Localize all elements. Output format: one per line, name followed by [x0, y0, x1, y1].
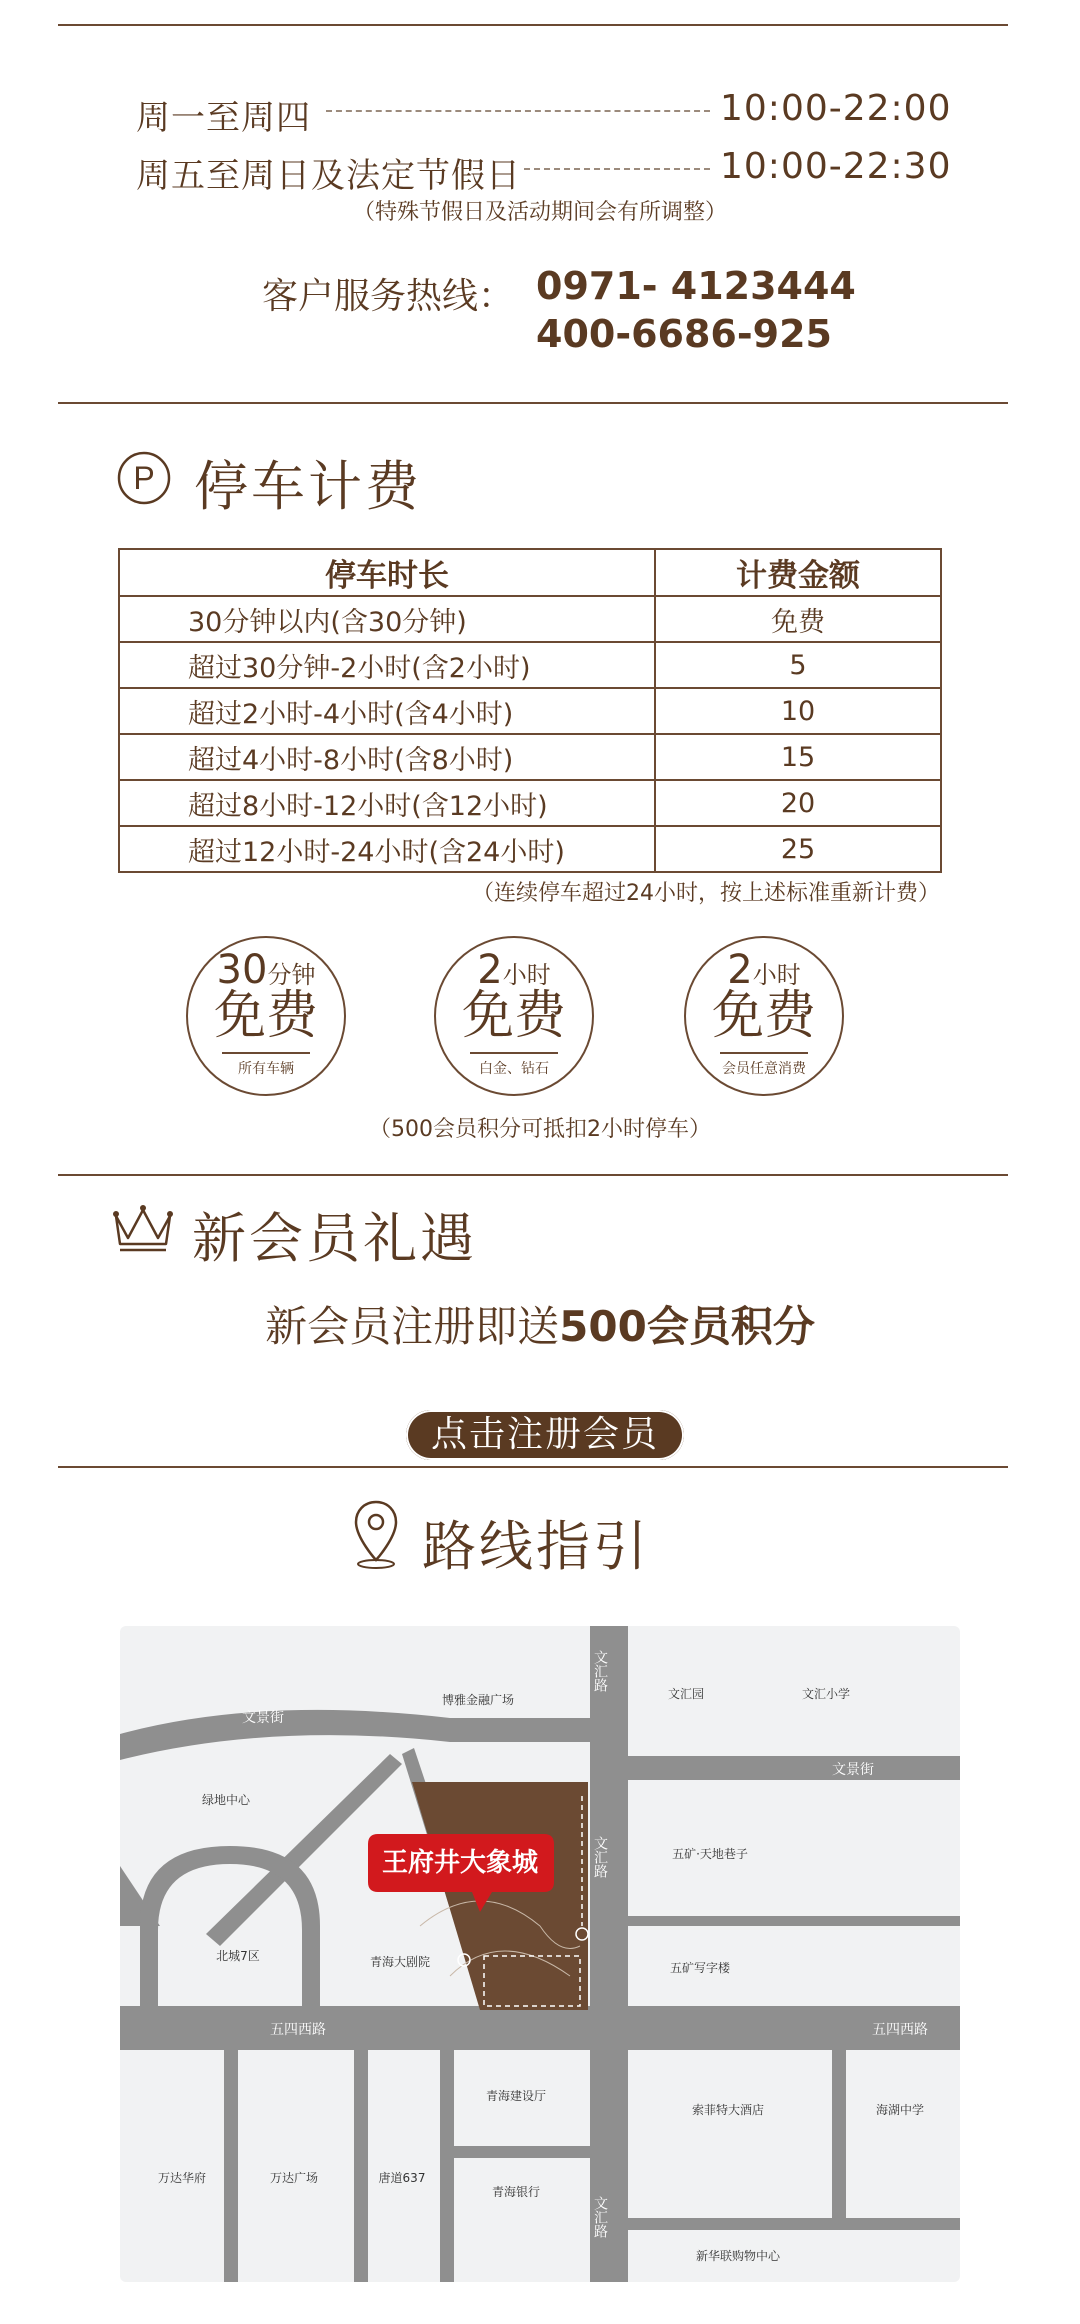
free-badge-all-vehicles — [186, 936, 346, 1096]
place-label: 文汇园 — [667, 1687, 705, 1701]
amount-cell: 免费 — [655, 596, 941, 642]
badge-sub: 会员任意消费 — [722, 1061, 806, 1077]
hours-note: （特殊节假日及活动期间会有所调整） — [352, 200, 727, 225]
badge-sub: 白金、钻石 — [479, 1061, 549, 1077]
duration-cell: 超过2小时-4小时(含4小时) — [119, 688, 655, 734]
badge-sub: 所有车辆 — [238, 1061, 294, 1077]
divider — [58, 1466, 1008, 1468]
place-label: 青海银行 — [491, 2185, 541, 2199]
badge-number: 2 — [477, 947, 503, 993]
badge-divider — [222, 1052, 310, 1054]
road-label: 文汇路 — [592, 2196, 608, 2238]
road-label: 五四西路 — [872, 2022, 928, 2038]
road-label: 文汇路 — [592, 1650, 608, 1692]
badge-main: 免费 — [711, 986, 816, 1046]
badge-number: 30 — [216, 947, 268, 993]
hours-time: 10:00-22:00 — [720, 88, 952, 129]
road-label: 文景街 — [242, 1710, 284, 1726]
place-label: 新华联购物中心 — [695, 2249, 781, 2263]
crown-icon — [112, 1204, 174, 1254]
place-label: 绿地中心 — [201, 1793, 251, 1807]
badge-main: 免费 — [461, 986, 566, 1046]
table-header — [119, 549, 941, 596]
place-label: 海湖中学 — [875, 2103, 925, 2117]
parking-title: 停车计费 — [194, 455, 422, 518]
badge-unit: 分钟 — [267, 961, 316, 989]
place-label: 青海大剧院 — [369, 1955, 431, 1969]
offer-prefix: 新会员注册即送 — [265, 1302, 560, 1351]
svg-text:P: P — [133, 460, 155, 496]
place-label: 文汇小学 — [801, 1687, 851, 1701]
place-label: 博雅金融广场 — [441, 1693, 515, 1707]
header-duration: 停车时长 — [119, 549, 655, 596]
table-row — [119, 826, 941, 872]
parking-note: （连续停车超过24小时，按上述标准重新计费） — [472, 881, 940, 906]
place-label: 五矿写字楼 — [669, 1961, 731, 1975]
route-map[interactable] — [120, 1626, 960, 2282]
duration-cell: 超过4小时-8小时(含8小时) — [119, 734, 655, 780]
header-amount: 计费金额 — [655, 549, 941, 596]
route-title: 路线指引 — [422, 1515, 650, 1578]
dotted-leader — [326, 110, 710, 112]
member-title: 新会员礼遇 — [192, 1207, 477, 1270]
parking-icon — [116, 450, 172, 506]
hours-time: 10:00-22:30 — [720, 146, 952, 187]
brand-name: 王府井大象城 — [381, 1848, 539, 1878]
duration-cell: 30分钟以内(含30分钟) — [119, 596, 655, 642]
mall-block — [412, 1782, 588, 2010]
table-row — [119, 734, 941, 780]
hours-label: 周一至周四 — [136, 98, 311, 138]
road-label: 五四西路 — [270, 2022, 326, 2038]
table-row — [119, 688, 941, 734]
place-label: 万达华府 — [157, 2171, 207, 2185]
place-label: 五矿·天地巷子 — [672, 1847, 748, 1861]
hours-row-weekend — [0, 144, 1080, 194]
place-label: 北城7区 — [216, 1949, 260, 1963]
duration-cell: 超过12小时-24小时(含24小时) — [119, 826, 655, 872]
hotline-number-2[interactable]: 400-6686-925 — [536, 312, 832, 356]
road-label: 文景街 — [832, 1762, 874, 1778]
place-label: 索菲特大酒店 — [691, 2103, 765, 2117]
divider-top — [58, 24, 1008, 26]
amount-cell: 5 — [655, 642, 941, 688]
free-badge-platinum — [434, 936, 594, 1096]
duration-cell: 超过8小时-12小时(含12小时) — [119, 780, 655, 826]
badge-divider — [470, 1052, 558, 1054]
points-note: （500会员积分可抵扣2小时停车） — [369, 1117, 711, 1142]
amount-cell: 15 — [655, 734, 941, 780]
dotted-leader — [524, 168, 710, 170]
place-label: 万达广场 — [269, 2171, 319, 2185]
badge-divider — [720, 1052, 808, 1054]
table-row — [119, 596, 941, 642]
free-badge-member — [684, 936, 844, 1096]
badge-unit: 小时 — [752, 961, 801, 989]
badge-main: 免费 — [213, 986, 318, 1046]
road-label: 文汇路 — [592, 1836, 608, 1878]
divider — [58, 1174, 1008, 1176]
offer-highlight: 500会员积分 — [559, 1302, 815, 1351]
table-row — [119, 780, 941, 826]
table-row — [119, 642, 941, 688]
duration-cell: 超过30分钟-2小时(含2小时) — [119, 642, 655, 688]
hotline-label: 客户服务热线： — [262, 276, 515, 317]
hotline-number-1[interactable]: 0971- 4123444 — [536, 264, 856, 308]
parking-fee-table — [118, 548, 942, 873]
place-label: 唐道637 — [378, 2171, 426, 2185]
badge-number: 2 — [727, 947, 753, 993]
amount-cell: 25 — [655, 826, 941, 872]
member-offer — [0, 1294, 1080, 1354]
badge-unit: 小时 — [502, 961, 551, 989]
place-label: 青海建设厅 — [485, 2089, 547, 2103]
location-pin-icon — [352, 1498, 400, 1572]
amount-cell: 20 — [655, 780, 941, 826]
hours-row-weekday — [0, 86, 1080, 136]
amount-cell: 10 — [655, 688, 941, 734]
hours-label: 周五至周日及法定节假日 — [136, 156, 521, 196]
divider — [58, 402, 1008, 404]
register-member-button[interactable]: 点击注册会员 — [406, 1410, 684, 1460]
